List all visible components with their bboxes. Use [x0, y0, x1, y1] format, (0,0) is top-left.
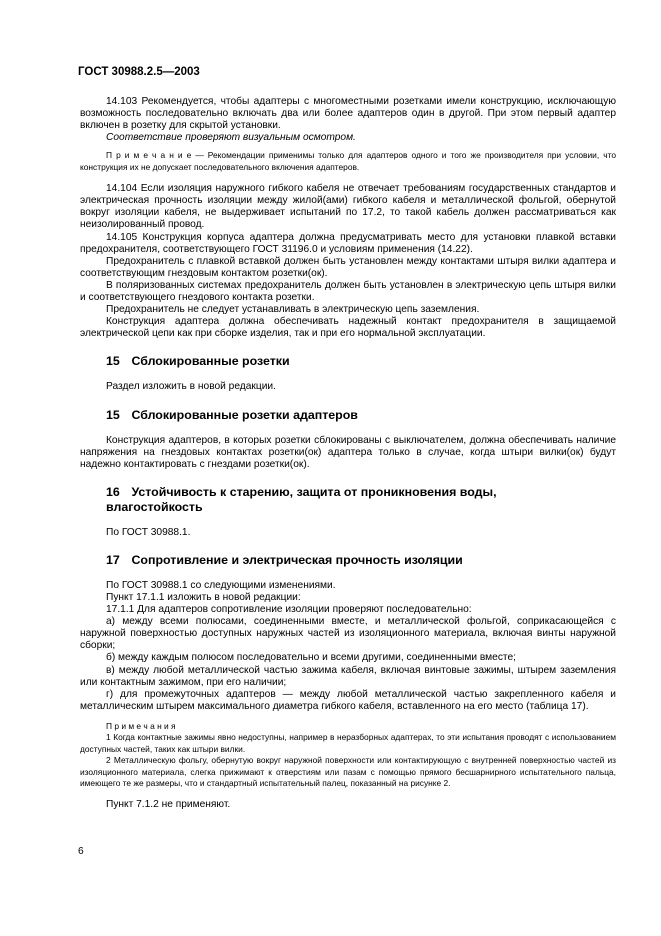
clause-14-105: 14.105 Конструкция корпуса адаптера должна предусматривать место для установки плавкой вставки предохранителя, соответствующего ГОСТ 31196.0 и условиям применения (14.22).	[80, 231, 616, 255]
note-1: 1 Когда контактные зажимы явно недоступны, например в неразборных адаптерах, то эти испытания проводят с использованием доступных частей, таких как штыри вилки.	[80, 732, 616, 754]
list-item-a: а) между всеми полюсами, соединенными вместе, и металлической фольгой, соприкасающейся с наружной поверхностью доступных наружных частей из изоляционного материала, включая винты наружной сборки;	[80, 616, 616, 652]
clause-14-105-c: Предохранитель не следует устанавливать в электрическую цепь заземления.	[106, 304, 480, 316]
section-15-text: Раздел изложить в новой редакции.	[106, 381, 276, 393]
section-17-heading: 17 Сопротивление и электрическая прочность изоляции	[106, 552, 463, 567]
section-15b-text: Конструкция адаптеров, в которых розетки сблокированы с выключателем, должна обеспечивать наличие напряжения на гнездовых контактах розетки(ок) адаптера только в случае, когда штыри вилки(ок) будут надежно контактировать с гнездами розетки(ок).	[80, 434, 616, 470]
section-16-title-line1: Устойчивость к старению, защита от проникновения воды,	[131, 484, 497, 499]
notes-label: П р и м е ч а н и я	[106, 720, 176, 731]
section-15b-title: Сблокированные розетки адаптеров	[131, 407, 358, 422]
document-header: ГОСТ 30988.2.5—2003	[78, 66, 200, 78]
list-item-b: б) между каждым полюсом последовательно и всеми другими, соединенными вместе;	[106, 652, 516, 664]
document-body	[80, 96, 616, 811]
clause-14-105-b: В поляризованных системах предохранитель должен быть установлен в электрическую цепь штыря вилки и соответствующего гнездового контакта розетки.	[80, 279, 616, 304]
clause-14-105-d: Конструкция адаптера должна обеспечивать надежный контакт предохранителя в защищаемой электрической цепи как при сборке изделия, так и при его нормальной эксплуатации.	[80, 316, 616, 340]
section-16-title-line2: влагостойкость	[106, 499, 203, 514]
section-16-heading: 16 Устойчивость к старению, защита от проникновения воды, влагостойкость	[106, 484, 497, 514]
section-15-title: Сблокированные розетки	[131, 354, 290, 369]
note-label: П р и м е ч а н и е —	[106, 150, 204, 161]
section-16-text: По ГОСТ 30988.1.	[106, 526, 191, 538]
note-14-103	[80, 150, 616, 173]
section-15b-heading: 15 Сблокированные розетки адаптеров	[106, 407, 358, 422]
section-15-heading: 15 Сблокированные розетки	[106, 354, 290, 369]
clause-14-105-a: Предохранитель с плавкой вставкой должен быть установлен между контактами штыря вилки адаптера и соответствующим гнездовым контактом розетки(ок).	[80, 255, 616, 279]
section-17-intro1: По ГОСТ 30988.1 со следующими изменениями.	[106, 579, 336, 591]
note-text: Рекомендации применимы только для адаптеров одного и того же производителя при условии, что конструкция их не допускает последовательного включения адаптеров.	[80, 150, 616, 172]
closing-text: Пункт 7.1.2 не применяют.	[106, 799, 231, 811]
clause-14-103: 14.103 Рекомендуется, чтобы адаптеры с многоместными розетками имели конструкцию, исключающую возможность последовательно включать два или более адаптеров один в другой. При этом первый адаптер включен в розетку для скрытой установки.	[80, 96, 616, 132]
clause-17-1-1: 17.1.1 Для адаптеров сопротивление изоляции проверяют последовательно:	[106, 604, 472, 616]
clause-14-104: 14.104 Если изоляция наружного гибкого кабеля не отвечает требованиям государственных стандартов и электрическая прочность изоляции между жилой(ами) гибкого кабеля и металлической фольгой, обернутой вокруг изоляции кабеля, не выдерживает испытаний по 17.2, то такой кабель должен рассматриваться как неизолированный провод.	[80, 183, 616, 231]
section-17-intro2: Пункт 17.1.1 изложить в новой редакции:	[106, 591, 301, 603]
clause-14-103-check: Соответствие проверяют визуальным осмотром.	[106, 132, 356, 144]
note-2: 2 Металлическую фольгу, обернутую вокруг наружной поверхности или контактирующую с внутренней поверхностью частей из изоляционного материала, слегка прижимают к отверстиям или пазам с помощью прямого бесшарнирного испытательного пальца, имеющего те же размеры, что и стандартный испытательный палец, показанный на рисунке 2.	[80, 755, 616, 788]
page-number: 6	[78, 846, 84, 857]
list-item-v: в) между любой металлической частью зажима кабеля, включая винтовые зажимы, штырем заземления или контактным зажимом, при его наличии;	[80, 664, 616, 688]
section-17-title: Сопротивление и электрическая прочность изоляции	[131, 552, 463, 567]
list-item-g: г) для промежуточных адаптеров — между любой металлической частью закрепленного кабеля и металлическим штырем максимального диаметра гибкого кабеля, вставленного на его место (таблица 17).	[80, 688, 616, 712]
